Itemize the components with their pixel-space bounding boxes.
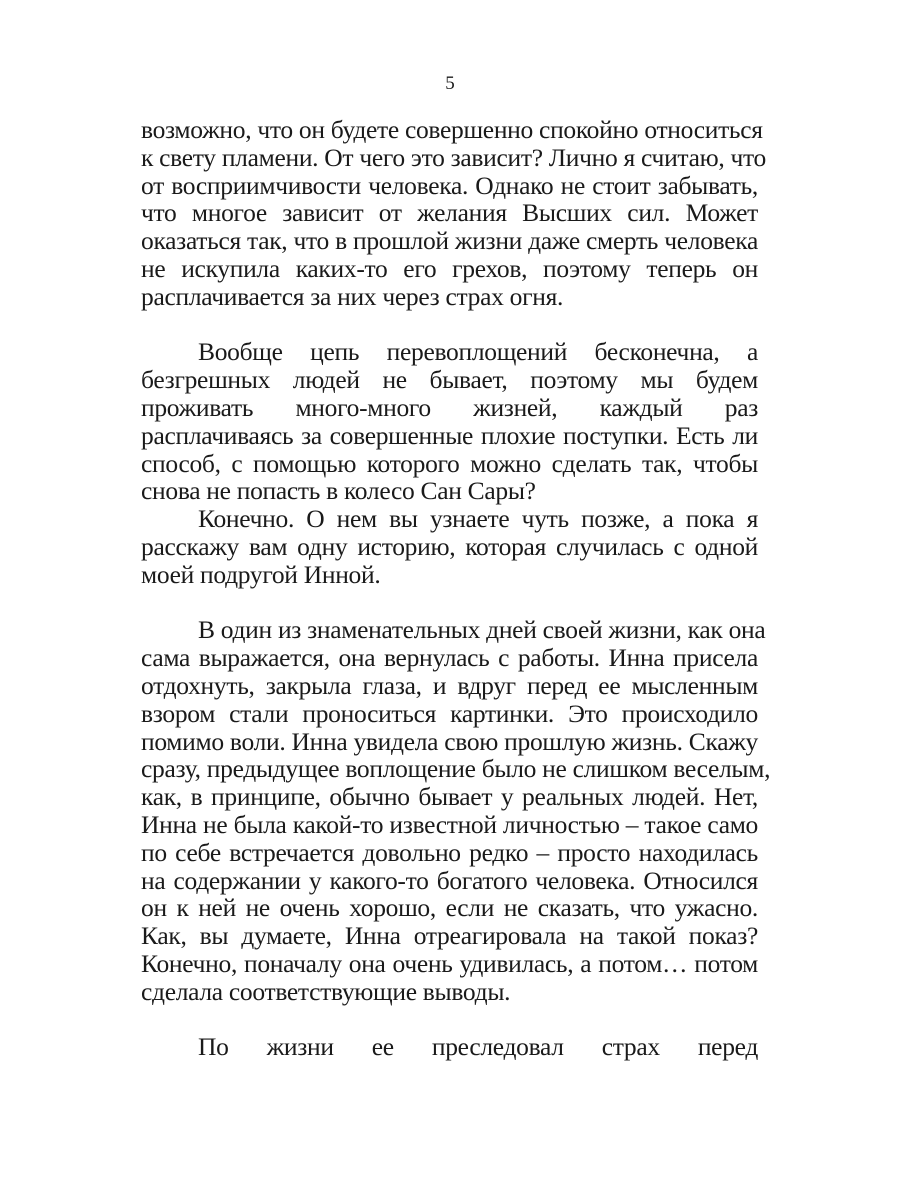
paragraph <box>141 505 758 588</box>
text-line: сразу, предыдущее воплощение было не слишком веселым, <box>141 754 771 784</box>
text-line: что многое зависит от желания Высших сил. Может <box>141 198 758 228</box>
text-line: моей подругой Инной. <box>141 559 381 589</box>
text-line: как, в принципе, обычно бывает у реальных людей. Нет, <box>141 782 758 812</box>
text-line: Вообще цепь перевоплощений бесконечна, а <box>198 337 758 367</box>
paragraph <box>141 1033 758 1061</box>
text-line: расплачиваясь за совершенные плохие поступки. Есть ли <box>141 420 758 450</box>
text-line: Инна не была какой-то известной личностью – такое само <box>141 809 758 839</box>
text-line: возможно, что он будете совершенно спокойно относиться <box>141 115 763 144</box>
text-line: по себе встречается довольно редко – просто находилась <box>141 837 758 867</box>
text-line: Конечно, поначалу она очень удивилась, а потом… потом <box>141 948 758 978</box>
paragraph-spacer <box>141 589 758 617</box>
page-number: 5 <box>445 73 455 94</box>
text-line: оказаться так, что в прошлой жизни даже смерть человека <box>141 226 758 256</box>
text-line: расплачивается за них через страх огня. <box>141 281 564 311</box>
text-line: отдохнуть, закрыла глаза, и вдруг перед ее мысленным <box>141 670 758 700</box>
paragraph <box>141 338 758 505</box>
text-line: По жизни ее преследовал страх перед <box>198 1032 758 1062</box>
text-line: взором стали проноситься картинки. Это происходило <box>141 698 758 728</box>
text-line: расскажу вам одну историю, которая случилась с одной <box>141 531 758 561</box>
text-line: помимо воли. Инна увидела свою прошлую жизнь. Скажу <box>141 726 758 756</box>
paragraph-spacer <box>141 1006 758 1034</box>
text-line: от восприимчивости человека. Однако не стоит забывать, <box>141 170 758 200</box>
text-line: сделала соответствующие выводы. <box>141 976 511 1006</box>
text-line: на содержании у какого-то богатого человека. Относился <box>141 865 758 895</box>
text-line: он к ней не очень хорошо, если не сказать, что ужасно. <box>141 893 758 923</box>
text-line: способ, с помощью которого можно сделать так, чтобы <box>141 448 758 478</box>
body-text <box>141 115 771 1062</box>
paragraph-spacer <box>141 311 758 339</box>
text-line: не искупила каких-то его грехов, поэтому теперь он <box>141 253 758 283</box>
text-line: Конечно. О нем вы узнаете чуть позже, а пока я <box>198 504 758 534</box>
text-line: безгрешных людей не бывает, поэтому мы будем <box>141 365 758 395</box>
text-line: сама выражается, она вернулась с работы. Инна присела <box>141 643 758 673</box>
text-line: В один из знаменательных дней своей жизни, как она <box>198 615 766 645</box>
text-line: проживать много-много жизней, каждый раз <box>141 392 758 422</box>
paragraph <box>141 115 766 311</box>
paragraph <box>141 615 771 1006</box>
text-line: к свету пламени. От чего это зависит? Лично я считаю, что <box>141 142 766 172</box>
text-line: Как, вы думаете, Инна отреагировала на такой показ? <box>141 921 758 951</box>
text-line: снова не попасть в колесо Сан Сары? <box>141 476 536 506</box>
